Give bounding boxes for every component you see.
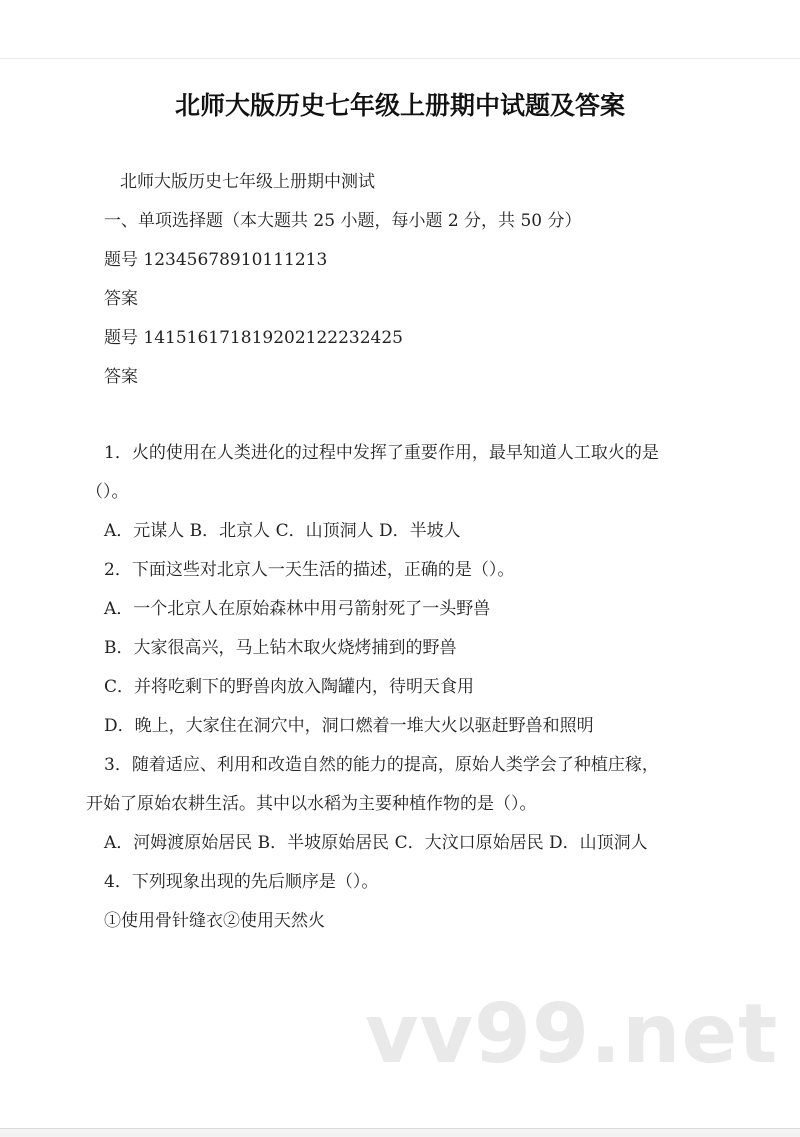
question-2-option-a: A．一个北京人在原始森林中用弓箭射死了一头野兽: [104, 599, 491, 619]
question-2-option-c: C．并将吃剩下的野兽肉放入陶罐内，待明天食用: [104, 677, 475, 697]
document-title: 北师大版历史七年级上册期中试题及答案: [174, 91, 625, 120]
answer-table-row1-label: 题号 12345678910111213: [104, 250, 328, 270]
question-1-options: A．元谋人 B．北京人 C．山顶洞人 D．半坡人: [104, 521, 461, 541]
watermark: vv99.net: [365, 987, 779, 1082]
question-3-options: A．河姆渡原始居民 B．半坡原始居民 C．大汶口原始居民 D．山顶洞人: [104, 833, 648, 853]
question-2-option-b: B．大家很高兴，马上钻木取火烧烤捕到的野兽: [104, 638, 457, 658]
page-divider: [0, 58, 800, 59]
question-4-items: ①使用骨针缝衣②使用天然火: [104, 911, 325, 931]
section-heading: 一、单项选择题（本大题共 25 小题，每小题 2 分，共 50 分）: [104, 211, 582, 231]
subtitle: 北师大版历史七年级上册期中测试: [120, 172, 375, 192]
question-2-stem: 2．下面这些对北京人一天生活的描述，正确的是（）。: [104, 560, 515, 580]
question-3-stem-line1: 3．随着适应、利用和改造自然的能力的提高，原始人类学会了种植庄稼，: [104, 755, 659, 775]
answer-table-row2-label: 题号 141516171819202122232425: [104, 328, 403, 348]
question-2-option-d: D．晚上，大家住在洞穴中，洞口燃着一堆大火以驱赶野兽和照明: [104, 716, 594, 736]
question-1-stem-line1: 1．火的使用在人类进化的过程中发挥了重要作用，最早知道人工取火的是: [104, 443, 659, 463]
question-3-stem-line2: 开始了原始农耕生活。其中以水稻为主要种植作物的是（）。: [86, 794, 537, 814]
question-1-stem-line2: （）。: [86, 482, 129, 502]
question-4-stem: 4．下列现象出现的先后顺序是（）。: [104, 872, 379, 892]
answer-table-row1-answer: 答案: [104, 289, 138, 309]
answer-table-row2-answer: 答案: [104, 367, 138, 387]
